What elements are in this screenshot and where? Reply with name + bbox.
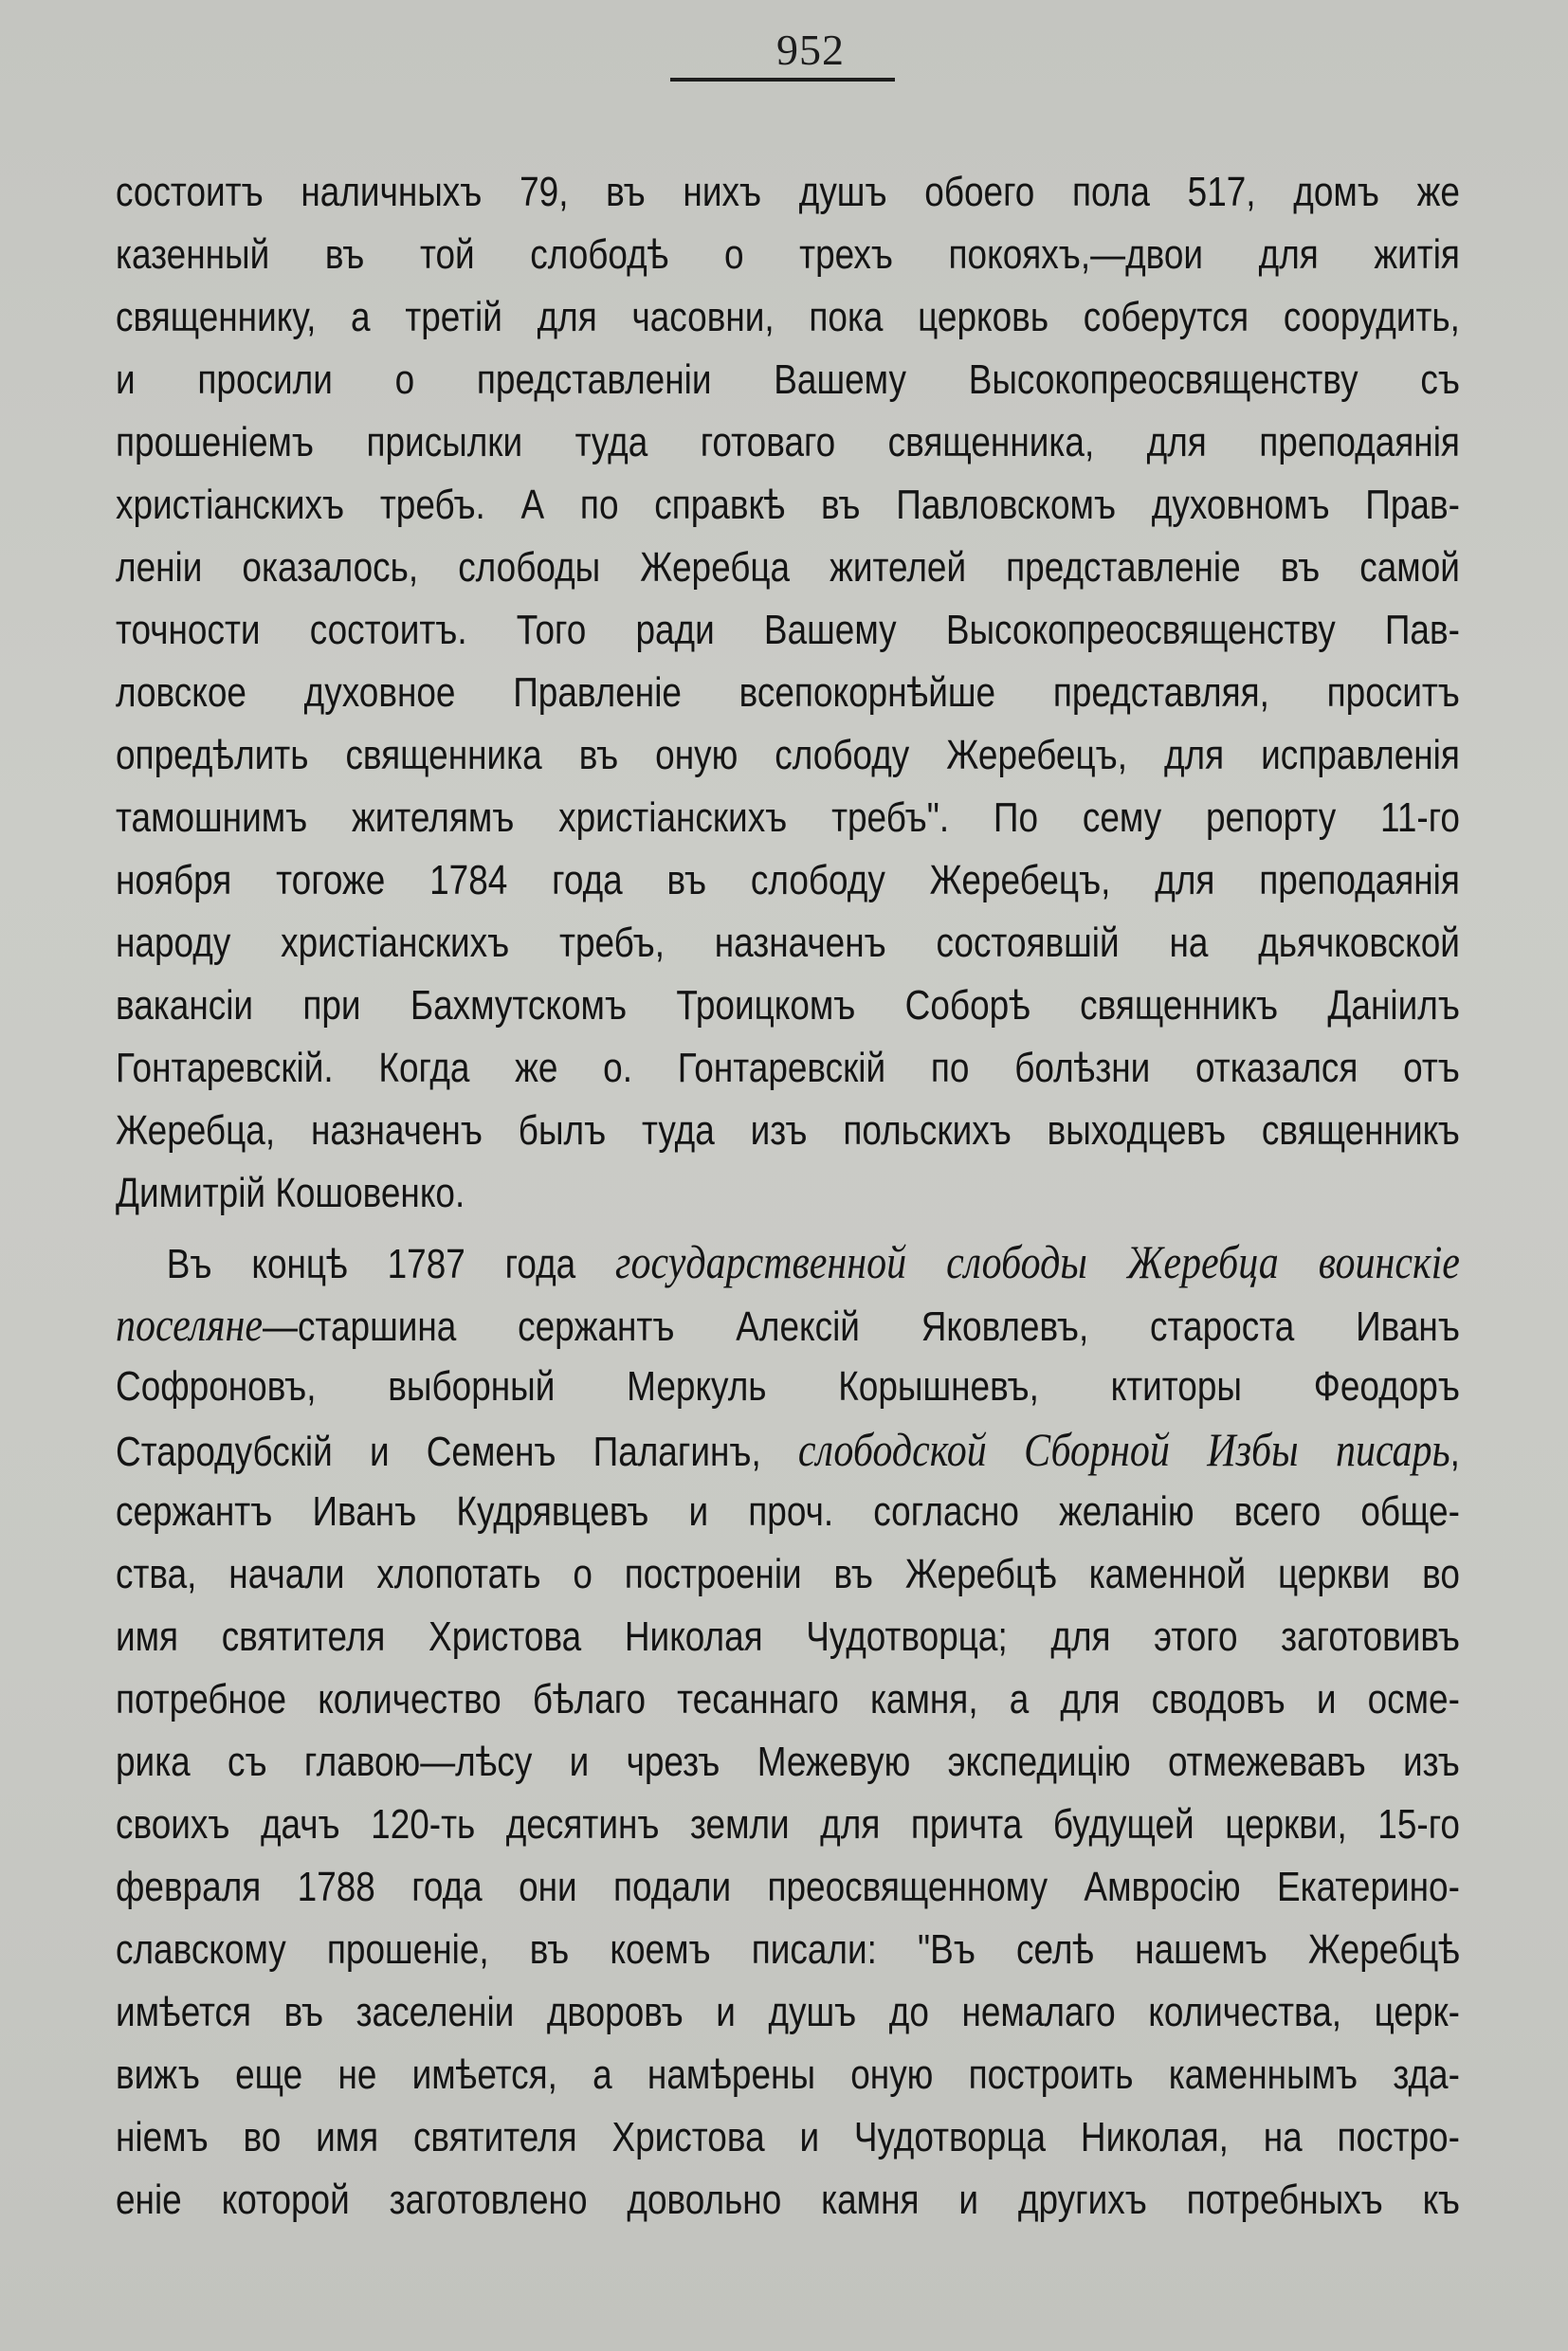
text-run: славскому прошеніе, въ коемъ писали: "Въ селѣ нашемъ Жеребцѣ [116,1926,1460,1973]
text-run: Гонтаревскій. Когда же о. Гонтаревскій по болѣзни отказался отъ [116,1045,1460,1091]
text-run: леніи оказалось, слободы Жеребца жителей представленіе въ самой [116,544,1460,591]
text-line [116,787,1460,849]
text-line [116,1668,1460,1731]
text-run: вакансіи при Бахмутскомъ Троицкомъ Соборѣ священникъ Даніилъ [116,982,1460,1029]
body-text [116,161,1460,2232]
text-run: , [1449,1429,1460,1475]
text-run: прошеніемъ присылки туда готоваго священника, для преподаянія [116,419,1460,465]
text-run: Жеребца, назначенъ былъ туда изъ польскихъ выходцевъ священникъ [116,1107,1460,1154]
text-run: ства, начали хлопотать о построеніи въ Жеребцѣ каменной церкви во [116,1551,1460,1597]
text-run: казенный въ той слободѣ о трехъ покояхъ,—двои для житія [116,231,1460,278]
text-line [116,411,1460,474]
text-line [116,224,1460,286]
text-line [116,349,1460,411]
text-run: ловское духовное Правленіе всепокорнѣйше представляя, проситъ [116,669,1460,716]
text-run: сержантъ Иванъ Кудрявцевъ и проч. согласно желанію всего обще- [116,1488,1460,1535]
text-run: потребное количество бѣлаго тесаннаго камня, а для сводовъ и осме- [116,1676,1460,1722]
text-line [116,724,1460,787]
text-line [116,286,1460,349]
text-line [116,1162,1460,1225]
text-run: и просили о представленіи Вашему Высокопреосвященству съ [116,356,1460,403]
italic-phrase: поселяне [116,1298,264,1351]
text-line [116,599,1460,662]
text-run: Стародубскій и Семенъ Палагинъ, [116,1429,798,1475]
text-line [116,1981,1460,2044]
text-line [116,1293,1460,1356]
text-line [116,849,1460,912]
text-run: Въ концѣ 1787 года [166,1241,616,1287]
text-line [116,1856,1460,1919]
text-run: Софроновъ, выборный Меркуль Корышневъ, ктиторы Феодоръ [116,1363,1460,1410]
text-run: своихъ дачъ 120-ть десятинъ земли для причта будущей церкви, 15-го [116,1801,1460,1848]
text-run: народу христіанскихъ требъ, назначенъ состоявшій на дьячковской [116,920,1460,966]
text-line [116,2044,1460,2106]
text-line [116,474,1460,537]
page-number-rule [670,78,895,82]
text-line [116,1230,1460,1293]
text-line [116,1481,1460,1543]
text-line [116,2106,1460,2169]
text-line [116,912,1460,975]
text-line [116,1037,1460,1100]
text-line [116,1794,1460,1856]
text-run: ноября тогоже 1784 года въ слободу Жеребецъ, для преподаянія [116,857,1460,903]
text-line [116,161,1460,224]
text-run: еніе которой заготовлено довольно камня и другихъ потребныхъ къ [116,2177,1460,2223]
text-run: христіанскихъ требъ. А по справкѣ въ Павловскомъ духовномъ Прав- [116,482,1460,528]
text-run: опредѣлить священника въ оную слободу Жеребецъ, для исправленія [116,732,1460,778]
text-run: имѣется въ заселеніи дворовъ и душъ до немалаго количества, церк- [116,1989,1460,2035]
paragraph [116,161,1460,1225]
text-line [116,1100,1460,1162]
italic-phrase: слободской Сборной Избы писарь [797,1423,1450,1476]
paragraph [116,1230,1460,2232]
text-run: тамошнимъ жителямъ христіанскихъ требъ". По сему репорту 11-го [116,794,1460,841]
text-run: февраля 1788 года они подали преосвященному Амвросію Екатерино- [116,1864,1460,1910]
text-run: рика съ главою—лѣсу и чрезъ Межевую экспедицію отмежевавъ изъ [116,1739,1460,1785]
text-line [116,2169,1460,2232]
italic-phrase: государственной слободы Жеребца воинскіе [615,1235,1460,1288]
text-run: точности состоитъ. Того ради Вашему Высокопреосвященству Пав- [116,607,1460,653]
text-line [116,1919,1460,1981]
text-line [116,1418,1460,1481]
text-run: имя святителя Христова Николая Чудотворца; для этого заготовивъ [116,1613,1460,1660]
text-line [116,662,1460,724]
text-run: состоитъ наличныхъ 79, въ нихъ душъ обоего пола 517, домъ же [116,169,1460,215]
text-line [116,537,1460,599]
page-number: 952 [776,26,845,74]
text-run: —старшина сержантъ Алексій Яковлевъ, староста Иванъ [263,1303,1460,1350]
text-run: Димитрій Кошовенко. [116,1170,465,1216]
text-line [116,1606,1460,1668]
text-line [116,1543,1460,1606]
text-run: вижъ еще не имѣется, а намѣрены оную построить каменнымъ зда- [116,2051,1460,2098]
text-line [116,975,1460,1037]
text-run: ніемъ во имя святителя Христова и Чудотворца Николая, на постро- [116,2114,1460,2160]
text-run: священнику, а третій для часовни, пока церковь соберутся соорудить, [116,294,1460,340]
text-line [116,1731,1460,1794]
text-line [116,1356,1460,1418]
